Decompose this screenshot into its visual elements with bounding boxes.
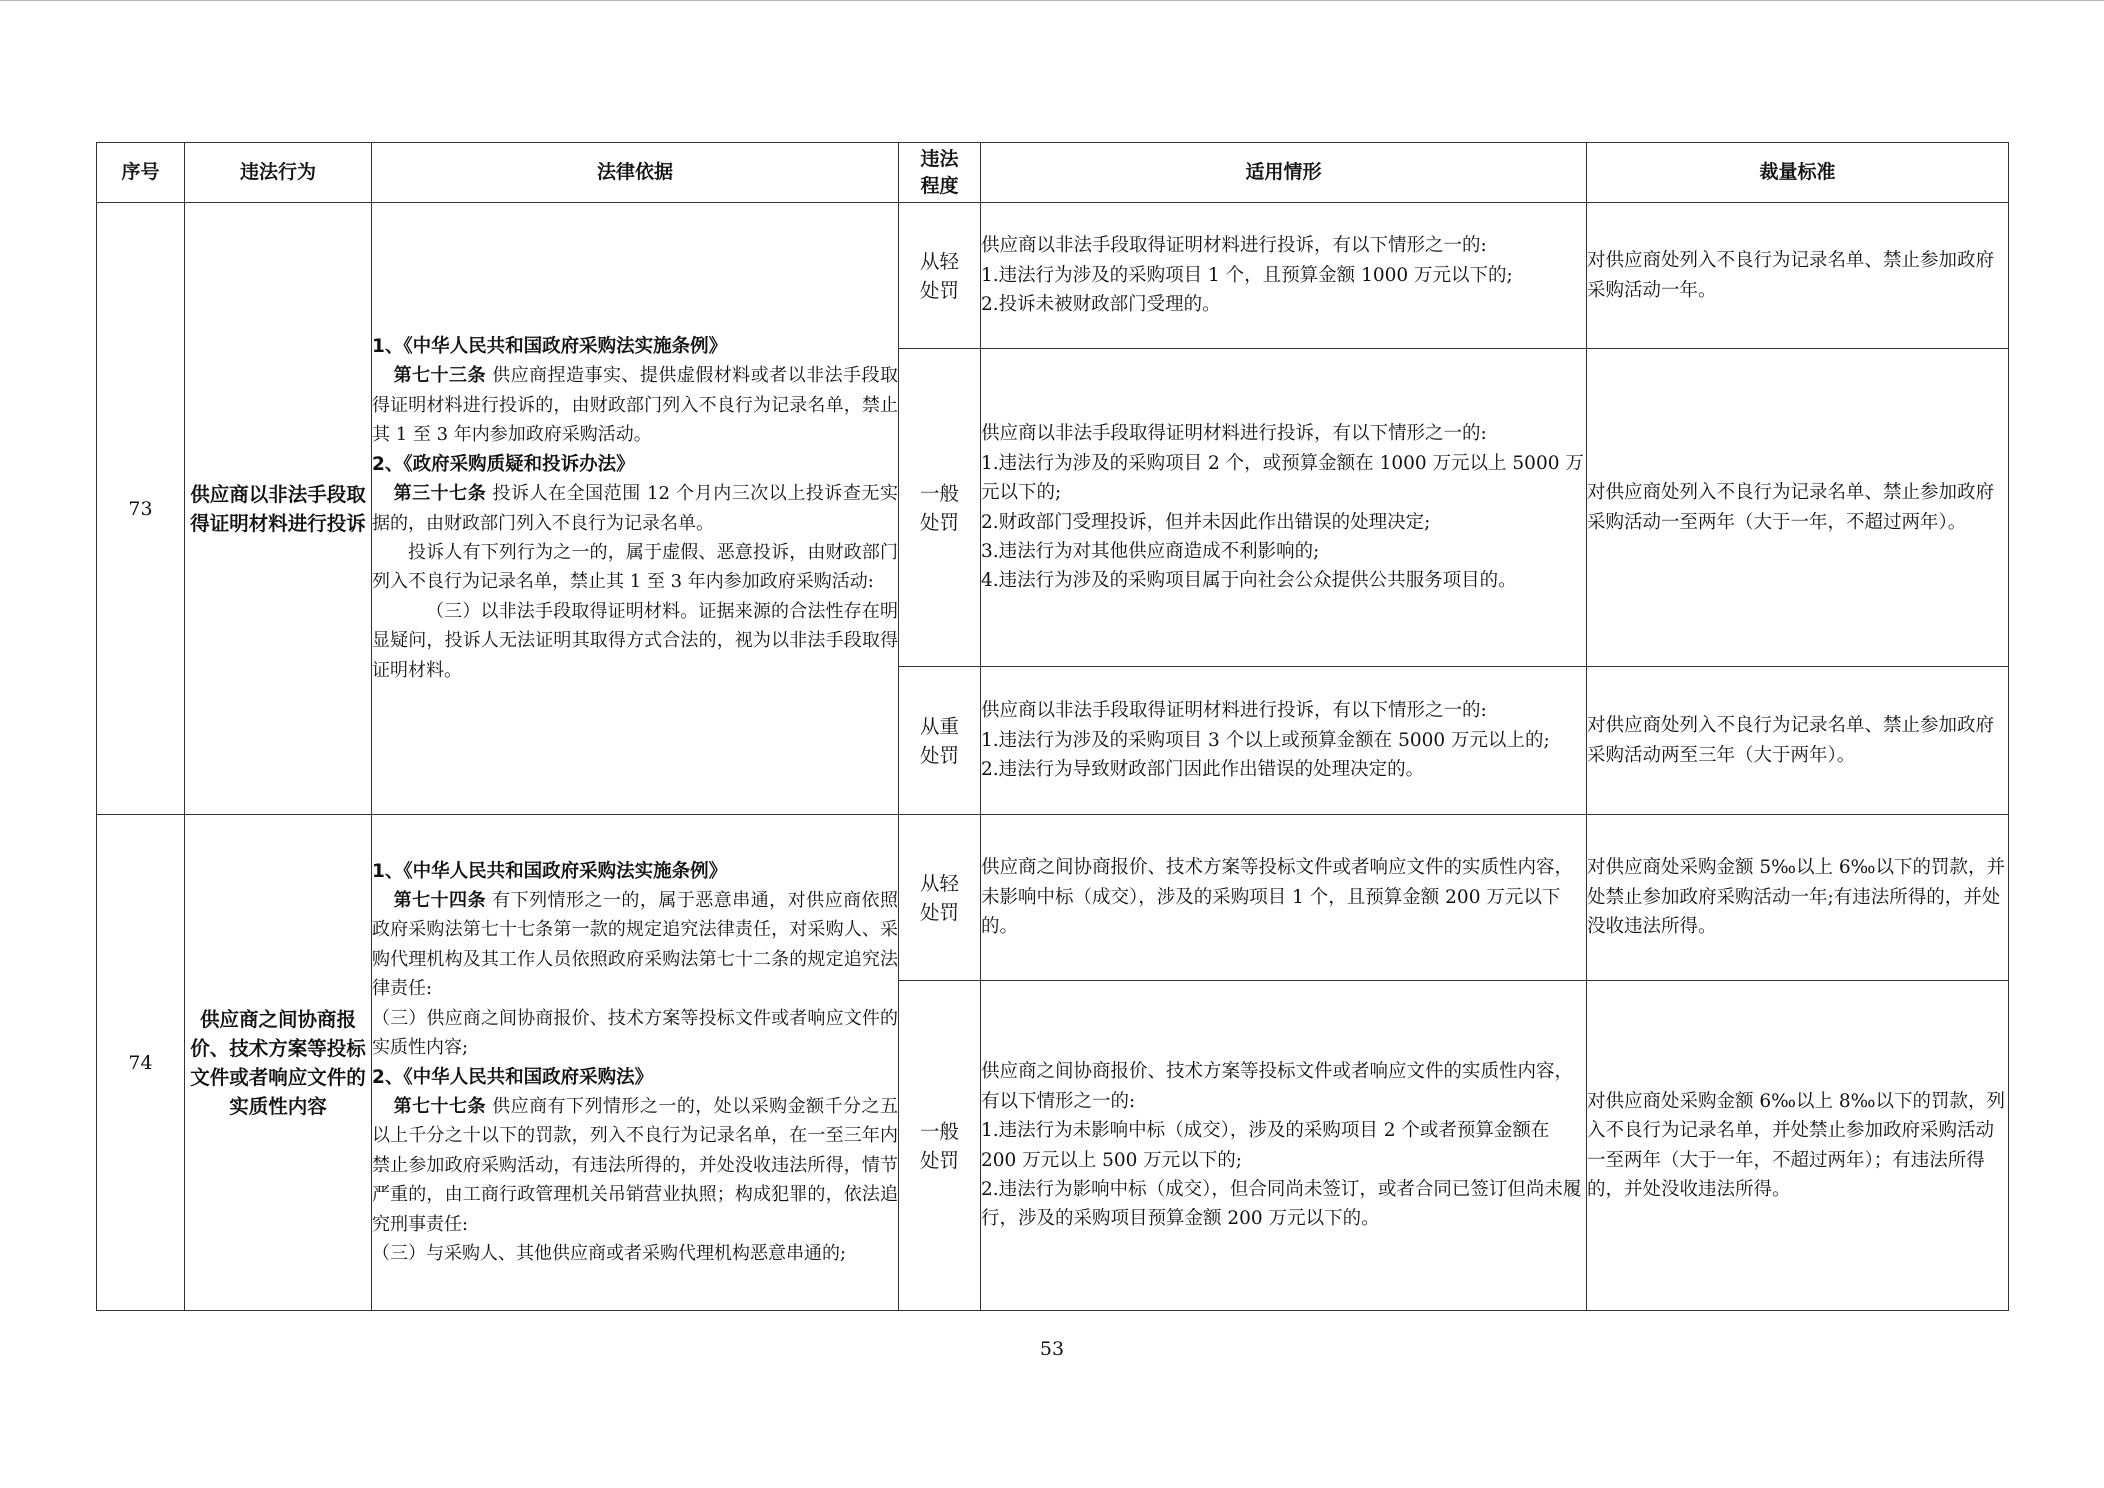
situation-line: 1.违法行为涉及的采购项目 2 个，或预算金额在 1000 万元以上 5000 万元以下的;: [981, 452, 1584, 504]
degree-line1: 从轻: [919, 249, 959, 273]
row-act: 供应商之间协商报价、技术方案等投标文件或者响应文件的实质性内容: [185, 815, 372, 1311]
degree-line2: 处罚: [919, 1148, 959, 1172]
situation-line: 供应商之间协商报价、技术方案等投标文件或者响应文件的实质性内容，未影响中标（成交），涉及的采购项目 1 个，且预算金额 200 万元以下的。: [981, 857, 1574, 938]
standard-line: 对供应商处列入不良行为记录名单、禁止参加政府采购活动一至两年（大于一年，不超过两年）。: [1587, 482, 1995, 533]
header-degree-line1: 违法: [920, 147, 959, 170]
page-number: 53: [1039, 1338, 1065, 1360]
standard-cell: [1587, 203, 2009, 349]
basis-heading: 1、《中华人民共和国政府采购法实施条例》: [372, 860, 728, 882]
header-act: 违法行为: [185, 143, 372, 203]
article-text: 投诉人在全国范围 12 个月内三次以上投诉查无实据的，由财政部门列入不良行为记录名单。: [372, 483, 898, 534]
standard-cell: [1587, 667, 2009, 815]
degree-line1: 从轻: [919, 871, 959, 895]
degree-cell: [899, 667, 981, 815]
row-basis: [372, 815, 899, 1311]
degree-cell: [899, 203, 981, 349]
basis-heading: 2、《政府采购质疑和投诉办法》: [372, 453, 635, 475]
table-row: [97, 815, 2009, 981]
header-degree-line2: 程度: [920, 174, 959, 197]
header-situation: 适用情形: [981, 143, 1587, 203]
situation-line: 1.违法行为涉及的采购项目 1 个，且预算金额 1000 万元以下的;: [981, 264, 1513, 286]
standard-line: 对供应商处采购金额 5‰以上 6‰以下的罚款，并处禁止参加政府采购活动一年;有违法所得的，并处没收违法所得。: [1587, 857, 2005, 938]
basis-article: [372, 479, 898, 538]
article-number: 第七十七条: [393, 1095, 486, 1117]
table-row: [97, 203, 2009, 349]
degree-cell: [899, 815, 981, 981]
situation-line: 1.违法行为未影响中标（成交），涉及的采购项目 2 个或者预算金额在 200 万元以上 500 万元以下的;: [981, 1120, 1550, 1171]
standard-line: 对供应商处列入不良行为记录名单、禁止参加政府采购活动两至三年（大于两年）。: [1587, 715, 1995, 766]
row-seq: 74: [97, 815, 185, 1311]
situation-line: 2.投诉未被财政部门受理的。: [981, 294, 1221, 316]
header-standard: 裁量标准: [1587, 143, 2009, 203]
situation-cell: [981, 815, 1587, 981]
basis-article: [372, 361, 898, 449]
basis-article: [372, 1092, 898, 1239]
basis-article: [372, 886, 898, 1004]
basis-paragraph: （三）供应商之间协商报价、技术方案等投标文件或者响应文件的实质性内容;: [372, 1007, 898, 1059]
situation-line: 3.违法行为对其他供应商造成不利影响的;: [981, 540, 1320, 562]
degree-line2: 处罚: [919, 743, 959, 767]
table-header-row: [97, 143, 2009, 203]
situation-line: 2.违法行为影响中标（成交），但合同尚未签订，或者合同已签订但尚未履行，涉及的采购项目预算金额 200 万元以下的。: [981, 1178, 1582, 1230]
basis-paragraph: （三）以非法手段取得证明材料。证据来源的合法性存在明显疑问，投诉人无法证明其取得方式合法的，视为以非法手段取得证明材料。: [372, 600, 898, 681]
situation-cell: [981, 667, 1587, 815]
basis-heading: 1、《中华人民共和国政府采购法实施条例》: [372, 336, 728, 358]
basis-paragraph: （三）与采购人、其他供应商或者采购代理机构恶意串通的;: [372, 1242, 847, 1264]
situation-line: 供应商以非法手段取得证明材料进行投诉，有以下情形之一的:: [981, 700, 1487, 722]
standard-cell: [1587, 815, 2009, 981]
row-act: 供应商以非法手段取得证明材料进行投诉: [185, 203, 372, 815]
situation-cell: [981, 349, 1587, 667]
degree-line2: 处罚: [919, 278, 959, 302]
row-basis: [372, 203, 899, 815]
situation-line: 供应商之间协商报价、技术方案等投标文件或者响应文件的实质性内容，有以下情形之一的:: [981, 1061, 1574, 1112]
degree-cell: [899, 349, 981, 667]
basis-heading: 2、《中华人民共和国政府采购法》: [372, 1066, 654, 1088]
situation-cell: [981, 203, 1587, 349]
article-text: 供应商有下列情形之一的，处以采购金额千分之五以上千分之十以下的罚款，列入不良行为记录名单，在一至三年内禁止参加政府采购活动，有违法所得的，并处没收违法所得，情节严重的，由工商行政管理机关吊销营业执照；构成犯罪的，依法追究刑事责任:: [372, 1095, 898, 1235]
standard-cell: [1587, 349, 2009, 667]
article-number: 第七十三条: [393, 365, 486, 387]
degree-line2: 处罚: [919, 510, 959, 534]
degree-line1: 从重: [919, 714, 959, 738]
situation-line: 供应商以非法手段取得证明材料进行投诉，有以下情形之一的:: [981, 235, 1487, 257]
situation-line: 1.违法行为涉及的采购项目 3 个以上或预算金额在 5000 万元以上的;: [981, 729, 1550, 751]
row-seq: 73: [97, 203, 185, 815]
penalty-table: [96, 142, 2009, 1311]
standard-line: 对供应商处采购金额 6‰以上 8‰以下的罚款，列入不良行为记录名单，并处禁止参加政府采购活动一至两年（大于一年，不超过两年）；有违法所得的，并处没收违法所得。: [1587, 1090, 2005, 1200]
degree-line2: 处罚: [919, 900, 959, 924]
situation-line: 2.财政部门受理投诉，但并未因此作出错误的处理决定;: [981, 511, 1431, 533]
article-text: 有下列情形之一的，属于恶意串通，对供应商依照政府采购法第七十七条第一款的规定追究法律责任，对采购人、采购代理机构及其工作人员依照政府采购法第七十二条的规定追究法律责任:: [372, 890, 898, 1000]
standard-line: 对供应商处列入不良行为记录名单、禁止参加政府采购活动一年。: [1587, 250, 1995, 301]
degree-line1: 一般: [919, 1119, 959, 1143]
header-degree: [899, 143, 981, 203]
degree-cell: [899, 981, 981, 1311]
degree-line1: 一般: [919, 481, 959, 505]
header-seq: 序号: [97, 143, 185, 203]
page-top-rule: [0, 0, 2104, 1]
article-number: 第七十四条: [393, 890, 486, 912]
situation-cell: [981, 981, 1587, 1311]
situation-line: 供应商以非法手段取得证明材料进行投诉，有以下情形之一的:: [981, 423, 1487, 445]
header-basis: 法律依据: [372, 143, 899, 203]
article-text: 供应商捏造事实、提供虚假材料或者以非法手段取得证明材料进行投诉的，由财政部门列入不良行为记录名单，禁止其 1 至 3 年内参加政府采购活动。: [372, 365, 898, 446]
article-number: 第三十七条: [393, 483, 487, 505]
situation-line: 4.违法行为涉及的采购项目属于向社会公众提供公共服务项目的。: [981, 570, 1517, 592]
basis-paragraph: 投诉人有下列行为之一的，属于虚假、恶意投诉，由财政部门列入不良行为记录名单，禁止其 1 至 3 年内参加政府采购活动:: [372, 541, 898, 593]
situation-line: 2.违法行为导致财政部门因此作出错误的处理决定的。: [981, 759, 1425, 781]
standard-cell: [1587, 981, 2009, 1311]
